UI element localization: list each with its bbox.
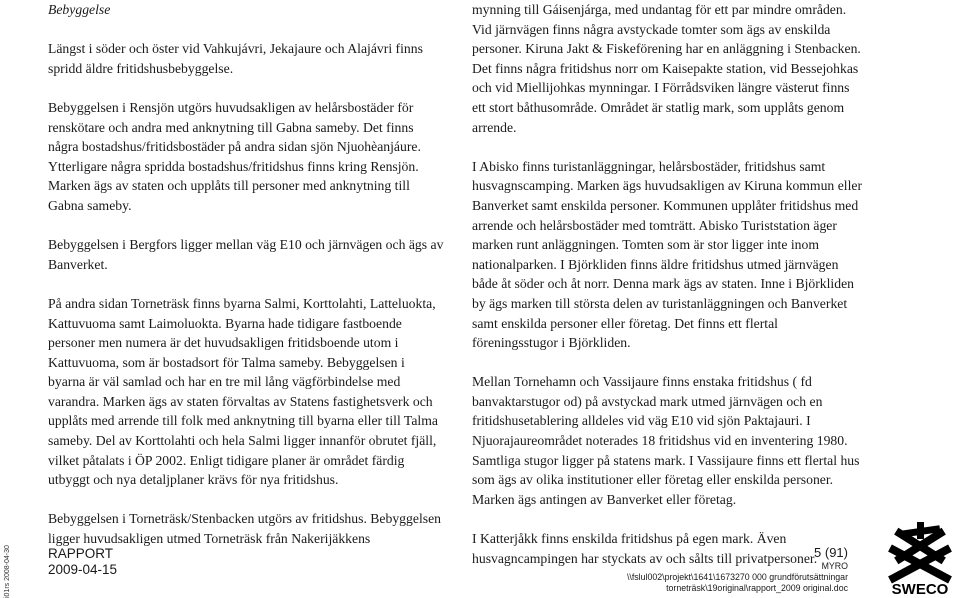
paragraph-vahkujavri: Längst i söder och öster vid Vahkujávri, Jekajaure och Alajávri finns spridd äldre fritidshusbebyggelse. xyxy=(48,41,423,76)
author-code: MYRO xyxy=(821,561,848,571)
paragraph-bergfors: Bebyggelsen i Bergfors ligger mellan väg E10 och järnvägen och ägs av Banverket. xyxy=(48,237,444,272)
paragraph-stenbacken: Bebyggelsen i Torneträsk/Stenbacken utgörs av fritidshus. Bebyggelsen ligger huvudsakligen utmed Torneträsk från Nakerijäkkens xyxy=(48,511,441,547)
footer-left xyxy=(48,546,117,578)
file-path-2: torneträsk\19original\rapport_2009 original.doc xyxy=(666,583,848,593)
footer-right xyxy=(627,545,848,594)
right-column xyxy=(472,0,862,568)
report-label: RAPPORT xyxy=(48,546,114,561)
sweco-logo xyxy=(880,520,960,598)
paragraph-tornetrask-villages: På andra sidan Torneträsk finns byarna Salmi, Korttolahti, Latteluokta, Kattuvuoma samt Laimoluokta. Byarna hade tidigare fastboende personer men numera är det huvudsakligen fritidsboende utom i Kattuvuoma, som är bostadsort för Talma sameby. Bebyggelsen i byarna är väl samlad och har en tre mil lång vägförbindelse med varandra. Marken ägs av staten förvaltas av Statens fastighetsverk och upplåts med arrende till folk med anknytning till byarna eller till Talma sameby. Del av Korttolahti och hela Salmi ligger innanför obrutet fjäll, vilket påtalats i ÖP 2002. Enligt tidigare planer är området färdig utbyggt och nya detaljplaner krävs för nya fritidshus. xyxy=(48,295,438,488)
paragraph-stenbacken-cont: mynning till Gáisenjárga, med undantag för ett par mindre områden. Vid järnvägen finns några avstyckade tomter som ägs av enskilda personer. Kiruna Jakt & Fiskeförening har en anläggning i Stenbacken. Det finns några fritidshus norr om Kaisepakte station, vid Bessejohkas och vid Miellijohkas mynningar. I Förrådsviken längre västerut finns ett stort båthusområde. Området är statlig mark, som upplåts genom arrende. xyxy=(472,2,861,135)
paragraph-rensjon: Bebyggelsen i Rensjön utgörs huvudsakligen av helårsbostäder för renskötare och andra med anknytning till Gabna sameby. Det finns några bostadshus/fritidsbostäder på andra sidan sjön Njuohèanjáure. Ytterligare några spridda bostadshus/fritidshus finns kring Rensjön. Marken ägs av staten och upplåts till personer med anknytning till Gabna sameby. xyxy=(48,99,421,213)
file-path-1: \\fslul002\projekt\1641\1673270 000 grundförutsättningar xyxy=(626,572,848,582)
section-heading: Bebyggelse xyxy=(48,2,111,17)
paragraph-katterjakk: I Katterjåkk finns enskilda fritidshus på egen mark. Även husvagncampingen har styckats av och sålts till privatpersoner. xyxy=(472,531,818,566)
paragraph-tornehamn: Mellan Tornehamn och Vassijaure finns enstaka fritidshus ( fd banvaktarstugor od) på avstyckad mark utmed järnvägen och en fritidshusetablering alldeles vid väg E10 vid sjön Paktajauri. I Njuorajaureområdet noterades 18 fritidshus vid en inventering 1980. Samtliga stugor ligger på statens mark. I Vassijaure finns ett flertal hus som ägs av olika institutioner eller företag eller enskilda personer. Marken ägs antingen av Banverket eller företag. xyxy=(472,374,860,507)
side-stamp: i01rs 2008-04-30 xyxy=(4,545,11,598)
page-number: 5 (91) xyxy=(814,545,848,560)
paragraph-abisko: I Abisko finns turistanläggningar, helårsbostäder, fritidshus samt husvagnscamping. Marken ägs huvudsakligen av Kiruna kommun eller Banverket samt enskilda personer. Kommunen upplåter fritidshus med arrende och helårsbostäder med tomträtt. Abisko Turiststation äger marken runt anläggningen. Tomten som är stor ligger inte inom nationalparken. I Björkliden finns äldre fritidshus utmed järnvägen både åt söder och åt norr. Denna mark ägs av staten. Inne i Björkliden by ägs marken till största delen av turistanläggningen och Banverket samt enskilda personer eller företag. Det finns ett flertal föreningsstugor i Björkliden. xyxy=(472,158,863,351)
report-date: 2009-04-15 xyxy=(48,562,118,577)
logo-text: SWECO xyxy=(891,581,949,598)
sweco-logo-mark-icon xyxy=(888,522,952,583)
left-column xyxy=(48,0,444,549)
